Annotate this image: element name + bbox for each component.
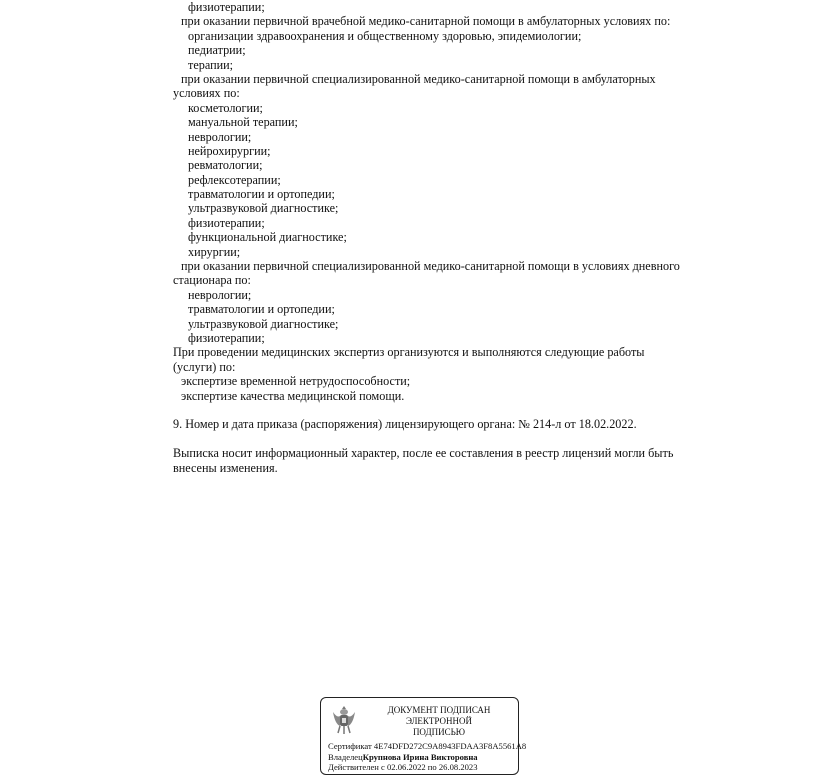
text-line: физиотерапии;	[188, 215, 265, 230]
text-line: ультразвуковой диагностике;	[188, 316, 339, 331]
owner-label: Владелец	[328, 751, 363, 762]
text-line: организации здравоохранения и общественному здоровью, эпидемиологии;	[188, 28, 582, 43]
document-body	[173, 0, 693, 475]
text-line: травматологии и ортопедии;	[188, 302, 335, 317]
text-line: нейрохирургии;	[188, 143, 271, 158]
text-line: При проведении медицинских экспертиз организуются и выполняются следующие работы	[173, 345, 645, 360]
text-line	[173, 432, 693, 446]
text-line: экспертизе качества медицинской помощи.	[181, 388, 405, 403]
text-line: неврологии;	[188, 287, 252, 302]
text-line: при оказании первичной специализированной медико-санитарной помощи в условиях дневного	[181, 259, 680, 274]
owner-name: Крупнова Ирина Викторовна	[362, 751, 478, 762]
text-line: педиатрии;	[188, 43, 246, 58]
text-line: 9. Номер и дата приказа (распоряжения) лицензирующего органа: № 214-л от 18.02.2022.	[173, 417, 637, 432]
text-line: терапии;	[188, 57, 234, 72]
text-line: экспертизе временной нетрудоспособности;	[181, 374, 411, 389]
validity: Действителен с 02.06.2022 по 26.08.2023	[328, 762, 478, 772]
stamp-title-1: ДОКУМЕНТ ПОДПИСАН	[387, 705, 491, 715]
text-line: условиях по:	[173, 86, 240, 101]
text-line: внесены изменения.	[173, 460, 278, 475]
text-line: ревматологии;	[188, 158, 263, 173]
coat-of-arms-icon	[331, 704, 357, 736]
text-line: хирургии;	[188, 244, 241, 259]
text-line: неврологии;	[188, 129, 252, 144]
text-line	[173, 403, 693, 417]
text-line: ультразвуковой диагностике;	[188, 201, 339, 216]
text-line: физиотерапии;	[188, 0, 265, 14]
text-line: косметологии;	[188, 100, 263, 115]
text-line: при оказании первичной специализированной медико-санитарной помощи в амбулаторных	[181, 71, 656, 86]
cert-label: Сертификат	[328, 741, 372, 751]
text-line: травматологии и ортопедии;	[188, 187, 335, 202]
text-line: стационара по:	[173, 273, 251, 288]
text-line: при оказании первичной врачебной медико-санитарной помощи в амбулаторных условиях по:	[181, 14, 671, 29]
text-line: функциональной диагностике;	[188, 230, 347, 245]
text-line: (услуги) по:	[173, 359, 236, 374]
cert-number: 4E74DFD272C9A8943FDAA3F8A5561A8	[373, 741, 527, 751]
electronic-signature-stamp	[320, 697, 527, 775]
text-line: мануальной терапии;	[188, 115, 298, 130]
text-line: рефлексотерапии;	[188, 172, 281, 187]
stamp-title-2: ЭЛЕКТРОННОЙ ПОДПИСЬЮ	[405, 716, 473, 737]
text-line: Выписка носит информационный характер, после ее составления в реестр лицензий могли быть	[173, 446, 674, 461]
text-line: физиотерапии;	[188, 330, 265, 345]
